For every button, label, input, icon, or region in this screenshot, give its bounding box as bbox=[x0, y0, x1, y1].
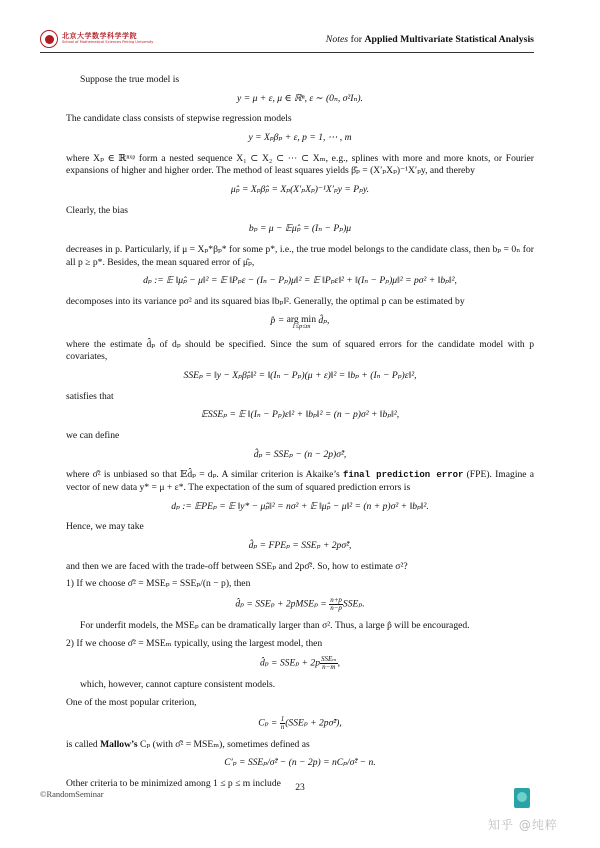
equation-bias: bₚ = μ − 𝔼μ̂ₚ = (Iₙ − Pₚ)μ bbox=[248, 223, 352, 235]
university-seal-icon bbox=[40, 30, 58, 48]
equation-sse: SSEₚ = ‖y − Xₚβ̂ₚ‖² = ‖(Iₙ − Pₚ)(μ + ε)‖² = ‖bₚ + (Iₙ − Pₚ)ε‖², bbox=[183, 369, 417, 381]
equation-cp: Cₚ = $\frac{1}{n}$ (SSEₚ + 2pσ̂²), bbox=[258, 714, 342, 731]
running-head-mid: for bbox=[348, 34, 365, 45]
paragraph-bias-decreases: decreases in p. Particularly, if μ = Xₚ*βₚ* for some p*, i.e., the true model belongs to the candidate class, then bₚ = 0ₙ for all p ≥ p*. Besides, the mean squared error of μ̂ₚ, bbox=[66, 243, 534, 268]
paragraph-hence: Hence, we may take bbox=[66, 521, 144, 533]
paragraph-tradeoff: and then we are faced with the trade-off between SSEₚ and 2pσ̂². So, how to estimate σ²? bbox=[66, 560, 408, 572]
equation-cp-prime: C′ₚ = SSEₚ/σ̂² − (n − 2p) = nCₚ/σ̂² − n. bbox=[224, 757, 376, 769]
paragraph-bias: Clearly, the bias bbox=[66, 204, 128, 216]
fraction-n-plus-p: $\frac{n+p}{n-p}$ bbox=[330, 596, 342, 613]
running-head-title: Applied Multivariate Statistical Analysis bbox=[364, 34, 534, 45]
equation-candidate-model: y = Xₚβₚ + ε, p = 1, ⋯ , m bbox=[248, 131, 352, 143]
equation-dhat-msem: d̂ₚ = SSEₚ + 2p $\frac{\text{SSEₘ}}{n-m}$ , bbox=[259, 655, 341, 672]
equation-dhat: d̂ₚ = SSEₚ − (n − 2p)σ̂², bbox=[253, 448, 347, 460]
argmin-operator: arg min 1≤p≤m bbox=[286, 313, 317, 331]
school-logo bbox=[40, 30, 153, 48]
term-fpe: final prediction error bbox=[342, 470, 464, 481]
paragraph-popular-criterion: One of the most popular criterion, bbox=[66, 697, 197, 708]
logo-chinese-name: 北京大学数学科学学院 bbox=[62, 32, 137, 41]
qr-code-icon bbox=[514, 788, 530, 808]
paragraph-mallows: is called Mallow’s Cₚ (with σ̂² = MSEₘ), sometimes defined as bbox=[66, 738, 310, 750]
paragraph-decomposition: decomposes into its variance pσ² and its squared bias ‖bₚ‖². Generally, the optimal p can be estimated by bbox=[66, 295, 465, 307]
paragraph-estimate: where the estimate d̂ₚ of dₚ should be specified. Since the sum of squared errors for the candidate model with p covariates, bbox=[66, 338, 534, 363]
running-head bbox=[326, 34, 534, 47]
fraction-one-over-n: $\frac{1}{n}$ bbox=[280, 714, 285, 731]
page-number: 23 bbox=[295, 782, 305, 793]
logo-english-name: School of Mathematical Sciences Peking University bbox=[62, 39, 154, 44]
list-item-mse-m: 2) If we choose σ̂² = MSEₘ typically, using the largest model, then d̂ₚ = SSEₚ + 2p $\frac{\text{SSEₘ}}{n-m}$ , which, however, cannot capture consistent models. bbox=[66, 638, 534, 692]
paragraph-candidate-class: The candidate class consists of stepwise regression models bbox=[66, 113, 292, 125]
paragraph-define: we can define bbox=[66, 429, 120, 441]
term-mallows: Mallow’s bbox=[100, 738, 138, 750]
copyright-notice: ©RandomSeminar bbox=[40, 789, 104, 799]
running-head-prefix: Notes bbox=[325, 34, 349, 45]
paragraph-underfit: For underfit models, the MSEₚ can be dramatically larger than σ². Thus, a large p̂ will be encouraged. bbox=[80, 620, 470, 632]
argmin-right: d̂ₚ, bbox=[316, 314, 330, 326]
list-item-mse-p: 1) If we choose σ̂² = MSEₚ = SSEₚ/(n − p), then d̂ₚ = SSEₚ + 2pMSEₚ = $\frac{n+p}{n-p}$ SSEₚ. For underfit models, the MSEₚ can be dramatically larger than σ². Thus, a large p̂ will be encouraged. bbox=[66, 578, 534, 632]
equation-fitted-mean: μ̂ₚ = Xₚβ̂ₚ = Xₚ(X′ₚXₚ)⁻¹X′ₚy = Pₚy. bbox=[230, 183, 370, 195]
zhihu-watermark: 知乎 @纯粹 bbox=[488, 818, 558, 832]
equation-dhat-msep: d̂ₚ = SSEₚ + 2pMSEₚ = $\frac{n+p}{n-p}$ SSEₚ. bbox=[235, 596, 365, 613]
equation-true-model: y = μ + ε, μ ∈ ℝⁿ, ε ∼ (0ₙ, σ²Iₙ). bbox=[237, 92, 363, 104]
paragraph-other-criteria: Other criteria to be minimized among 1 ≤ p ≤ m include bbox=[66, 777, 281, 789]
paragraph-consistent: which, however, cannot capture consistent models. bbox=[80, 679, 276, 691]
equation-prediction-error: dₚ := 𝔼PEₚ = 𝔼 ‖y* − μ̂ₚ‖² = nσ² + 𝔼 ‖μ̂ₚ − μ‖² = (n + p)σ² + ‖bₚ‖². bbox=[171, 500, 429, 512]
equation-fpe: d̂ₚ = FPEₚ = SSEₚ + 2pσ̂², bbox=[248, 540, 352, 552]
equation-expected-sse: 𝔼SSEₚ = 𝔼 ‖(Iₙ − Pₚ)ε‖² + ‖bₚ‖² = (n − p)σ² + ‖bₚ‖², bbox=[200, 409, 400, 421]
page-header bbox=[40, 30, 534, 52]
paragraph-true-model: Suppose the true model is bbox=[80, 74, 180, 85]
paragraph-satisfies: satisfies that bbox=[66, 390, 114, 402]
equation-argmin bbox=[66, 315, 534, 331]
paragraph-fpe: where σ̂² is unbiased so that 𝔼d̂ₚ = dₚ. A similar criterion is Akaike’s final prediction error (FPE). Imagine a vector of new data y* = μ + ε*. The expectation of the sum of squared prediction errors is bbox=[66, 469, 534, 494]
header-rule bbox=[40, 52, 534, 53]
argmin-left: p̂ = bbox=[270, 314, 287, 326]
page-body bbox=[66, 74, 534, 796]
paragraph-nested-sequence: where Xₚ ∈ ℝⁿˣᵖ form a nested sequence X₁ ⊂ X₂ ⊂ ⋯ ⊂ Xₘ, e.g., splines with more and more knots, or Fourier expansions of higher and higher order. The method of least squares yields β̂ₚ = (X′ₚXₚ)⁻¹X′ₚy, and thereby bbox=[66, 152, 534, 177]
fraction-sse-m: $\frac{\text{SSEₘ}}{n-m}$ bbox=[321, 655, 337, 672]
equation-mse: dₚ := 𝔼 ‖μ̂ₚ − μ‖² = 𝔼 ‖Pₚε − (Iₙ − Pₚ)μ‖² = 𝔼 ‖Pₚε‖² + ‖(Iₙ − Pₚ)μ‖² = pσ² + ‖bₚ‖², bbox=[143, 275, 457, 287]
